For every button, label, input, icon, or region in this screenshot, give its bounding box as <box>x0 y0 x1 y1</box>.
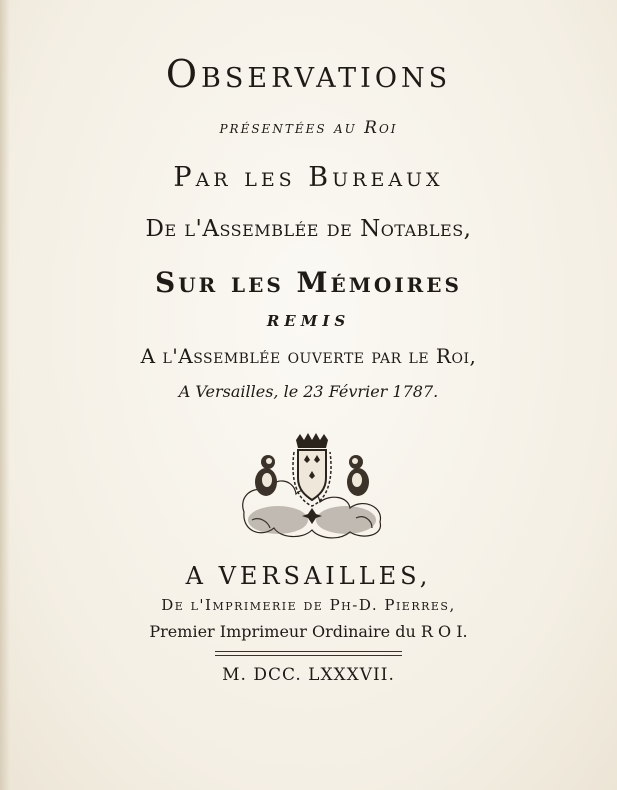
line-date: A Versailles, le 23 Février 1787. <box>178 382 439 401</box>
double-rule-top <box>215 651 402 652</box>
royal-arms-vignette-icon <box>238 432 386 542</box>
book-title: Observations <box>165 52 452 96</box>
subtitle-presentees: présentées au Roi <box>219 118 398 138</box>
imprint-printer-title: Premier Imprimeur Ordinaire du R O I. <box>149 622 468 641</box>
imprint-place: A VERSAILLES, <box>185 562 432 590</box>
imprint-printer: De l'Imprimerie de Ph-D. Pierres, <box>161 596 456 614</box>
line-assemblee-notables: De l'Assemblée de Notables, <box>145 216 472 242</box>
imprint-year: M. DCC. LXXXVII. <box>222 665 395 685</box>
line-remis: REMIS <box>266 312 351 330</box>
line-assemblee-ouverte: A l'Assemblée ouverte par le Roi, <box>140 344 477 368</box>
line-memoires: Sur les Mémoires <box>155 266 462 299</box>
double-rule-bottom <box>215 655 402 656</box>
line-bureaux: Par les Bureaux <box>173 162 444 193</box>
